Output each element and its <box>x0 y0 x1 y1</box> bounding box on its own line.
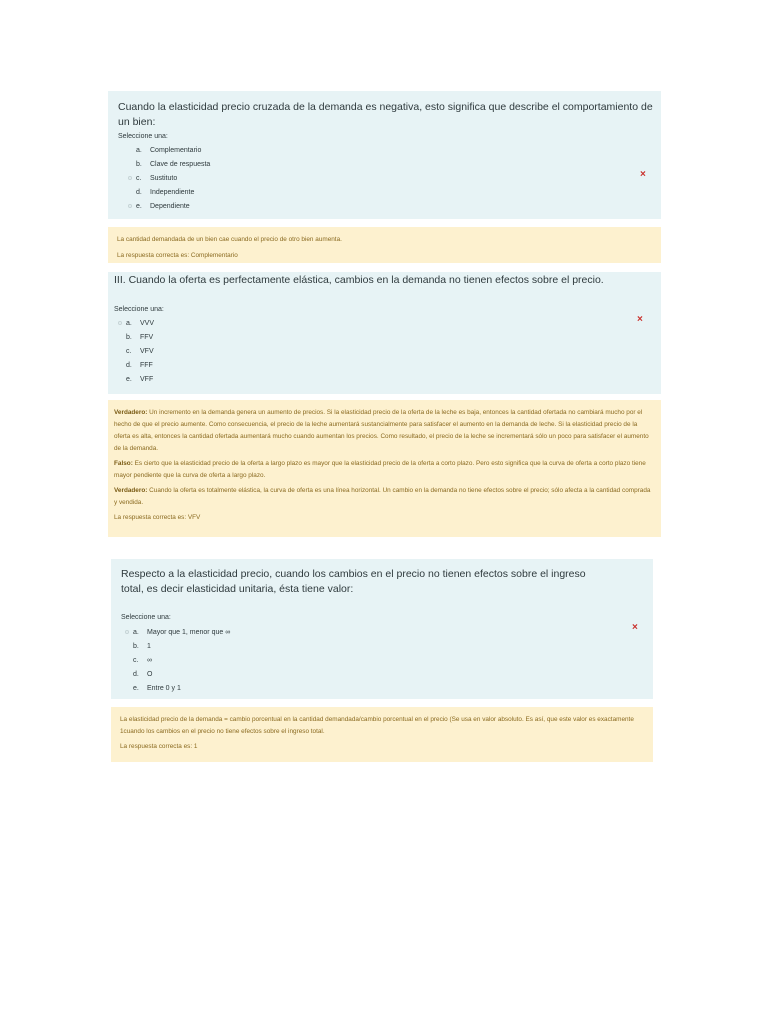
question-2-feedback-box <box>108 400 661 537</box>
option-letter: c. <box>126 347 132 355</box>
radio-button[interactable] <box>128 204 132 208</box>
option-c[interactable] <box>118 344 154 358</box>
option-label: Entre 0 y 1 <box>147 684 181 692</box>
question-3-select-label: Seleccione una: <box>121 614 171 621</box>
question-1-text: Cuando la elasticidad precio cruzada de la demanda es negativa, esto significa que describe el comportamiento de un bien: <box>118 101 653 128</box>
question-1-select-label: Seleccione una: <box>118 133 168 140</box>
feedback-explanation: La elasticidad precio de la demanda = cambio porcentual en la cantidad demandada/cambio porcentual en el precio (Se usa en valor absoluto. Es así, que este valor es exactamente 1cuando los cambios en el precio no tiene efectos sobre el ingreso total. <box>120 716 634 735</box>
right-answer: La respuesta correcta es: VFV <box>114 514 201 521</box>
feedback-paragraph-1 <box>114 407 654 455</box>
feedback-label-true: Verdadero: <box>114 409 148 416</box>
question-2-options <box>118 316 154 386</box>
option-c[interactable] <box>125 653 230 667</box>
option-e[interactable] <box>118 372 154 386</box>
question-2-select-label: Seleccione una: <box>114 306 164 313</box>
option-label: VFV <box>140 347 154 355</box>
option-letter: e. <box>133 684 139 692</box>
option-letter: a. <box>126 319 132 327</box>
option-b[interactable] <box>125 639 230 653</box>
radio-button[interactable] <box>125 630 129 634</box>
feedback-text <box>120 714 645 753</box>
option-label: Complementario <box>150 146 202 154</box>
option-label: Clave de respuesta <box>150 160 211 168</box>
question-3-text: Respecto a la elasticidad precio, cuando los cambios en el precio no tienen efectos sobre el ingreso total, es decir elasticidad unitaria, ésta tiene valor: <box>121 568 586 595</box>
option-d[interactable] <box>128 185 210 199</box>
option-letter: d. <box>133 670 139 678</box>
option-d[interactable] <box>118 358 154 372</box>
feedback-text <box>114 407 654 524</box>
option-letter: e. <box>126 375 132 383</box>
question-1-box <box>108 91 661 219</box>
feedback-explanation: Un incremento en la demanda genera un aumento de precios. Si la elasticidad precio de la oferta de la leche es baja, entonces la cantidad ofertada no cambiará mucho por el hecho de que el precio aumente. Como consecuencia, el precio de la leche aumentará sustancialmente para satisfacer el aumento en la demanda de leche. Si la elasticidad precio de la oferta es alta, entonces la cantidad ofertada aumentará mucho cuando aumentan los precios. Como resultado, el precio de la leche se incrementará sólo un poco para satisfacer el aumento de la demanda. <box>114 409 649 452</box>
option-label: O <box>147 670 153 678</box>
question-3-box <box>111 559 653 699</box>
right-answer: La respuesta correcta es: Complementario <box>117 252 238 259</box>
question-2-box <box>108 272 661 394</box>
option-letter: d. <box>136 188 142 196</box>
option-label: Dependiente <box>150 202 190 210</box>
option-letter: d. <box>126 361 132 369</box>
option-c[interactable] <box>128 171 210 185</box>
option-letter: b. <box>136 160 142 168</box>
option-letter: e. <box>136 202 142 210</box>
question-1-options <box>128 143 210 213</box>
option-e[interactable] <box>125 681 230 695</box>
option-a[interactable] <box>128 143 210 157</box>
option-label: FFV <box>140 333 154 341</box>
question-2-text: III. Cuando la oferta es perfectamente elástica, cambios en la demanda no tienen efectos sobre el precio. <box>114 274 604 286</box>
option-label: Mayor que 1, menor que ∞ <box>147 628 231 636</box>
incorrect-icon: × <box>637 314 643 325</box>
radio-button[interactable] <box>128 176 132 180</box>
question-1-feedback-box <box>108 227 661 263</box>
option-b[interactable] <box>128 157 210 171</box>
option-b[interactable] <box>118 330 154 344</box>
question-3-options <box>125 625 230 695</box>
feedback-text: La cantidad demandada de un bien cae cuando el precio de otro bien aumenta. <box>117 236 342 243</box>
feedback-paragraph-3 <box>114 485 654 509</box>
feedback-explanation: Cuando la oferta es totalmente elástica, la curva de oferta es una línea horizontal. Un cambio en la demanda no tiene efectos sobre el precio; sólo afecta a la cantidad comprada y vendida. <box>114 487 651 506</box>
option-label: FFF <box>140 361 153 369</box>
option-letter: b. <box>133 642 139 650</box>
option-a[interactable] <box>118 316 154 330</box>
option-d[interactable] <box>125 667 230 681</box>
option-a[interactable] <box>125 625 230 639</box>
option-letter: b. <box>126 333 132 341</box>
question-3-feedback-box <box>111 707 653 762</box>
radio-button[interactable] <box>118 321 122 325</box>
option-letter: c. <box>136 174 142 182</box>
option-label: Independiente <box>150 188 195 196</box>
feedback-paragraph-2 <box>114 458 654 482</box>
option-label: VFF <box>140 375 154 383</box>
option-label: VVV <box>140 319 155 327</box>
option-label: ∞ <box>147 656 152 664</box>
incorrect-icon: × <box>632 622 638 633</box>
feedback-label-true: Verdadero: <box>114 487 148 494</box>
option-letter: a. <box>133 628 139 636</box>
option-label: 1 <box>147 642 151 650</box>
feedback-explanation: Es cierto que la elasticidad precio de la oferta a largo plazo es mayor que la elasticidad precio de la oferta a corto plazo. Pero esto significa que la curva de oferta a corto plazo tiene mayor pendiente que la curva de oferta a largo plazo. <box>114 460 646 479</box>
incorrect-icon: × <box>640 169 646 180</box>
right-answer: La respuesta correcta es: 1 <box>120 743 198 750</box>
option-letter: a. <box>136 146 142 154</box>
feedback-label-false: Falso: <box>114 460 133 467</box>
option-label: Sustituto <box>150 174 178 182</box>
option-e[interactable] <box>128 199 210 213</box>
option-letter: c. <box>133 656 139 664</box>
